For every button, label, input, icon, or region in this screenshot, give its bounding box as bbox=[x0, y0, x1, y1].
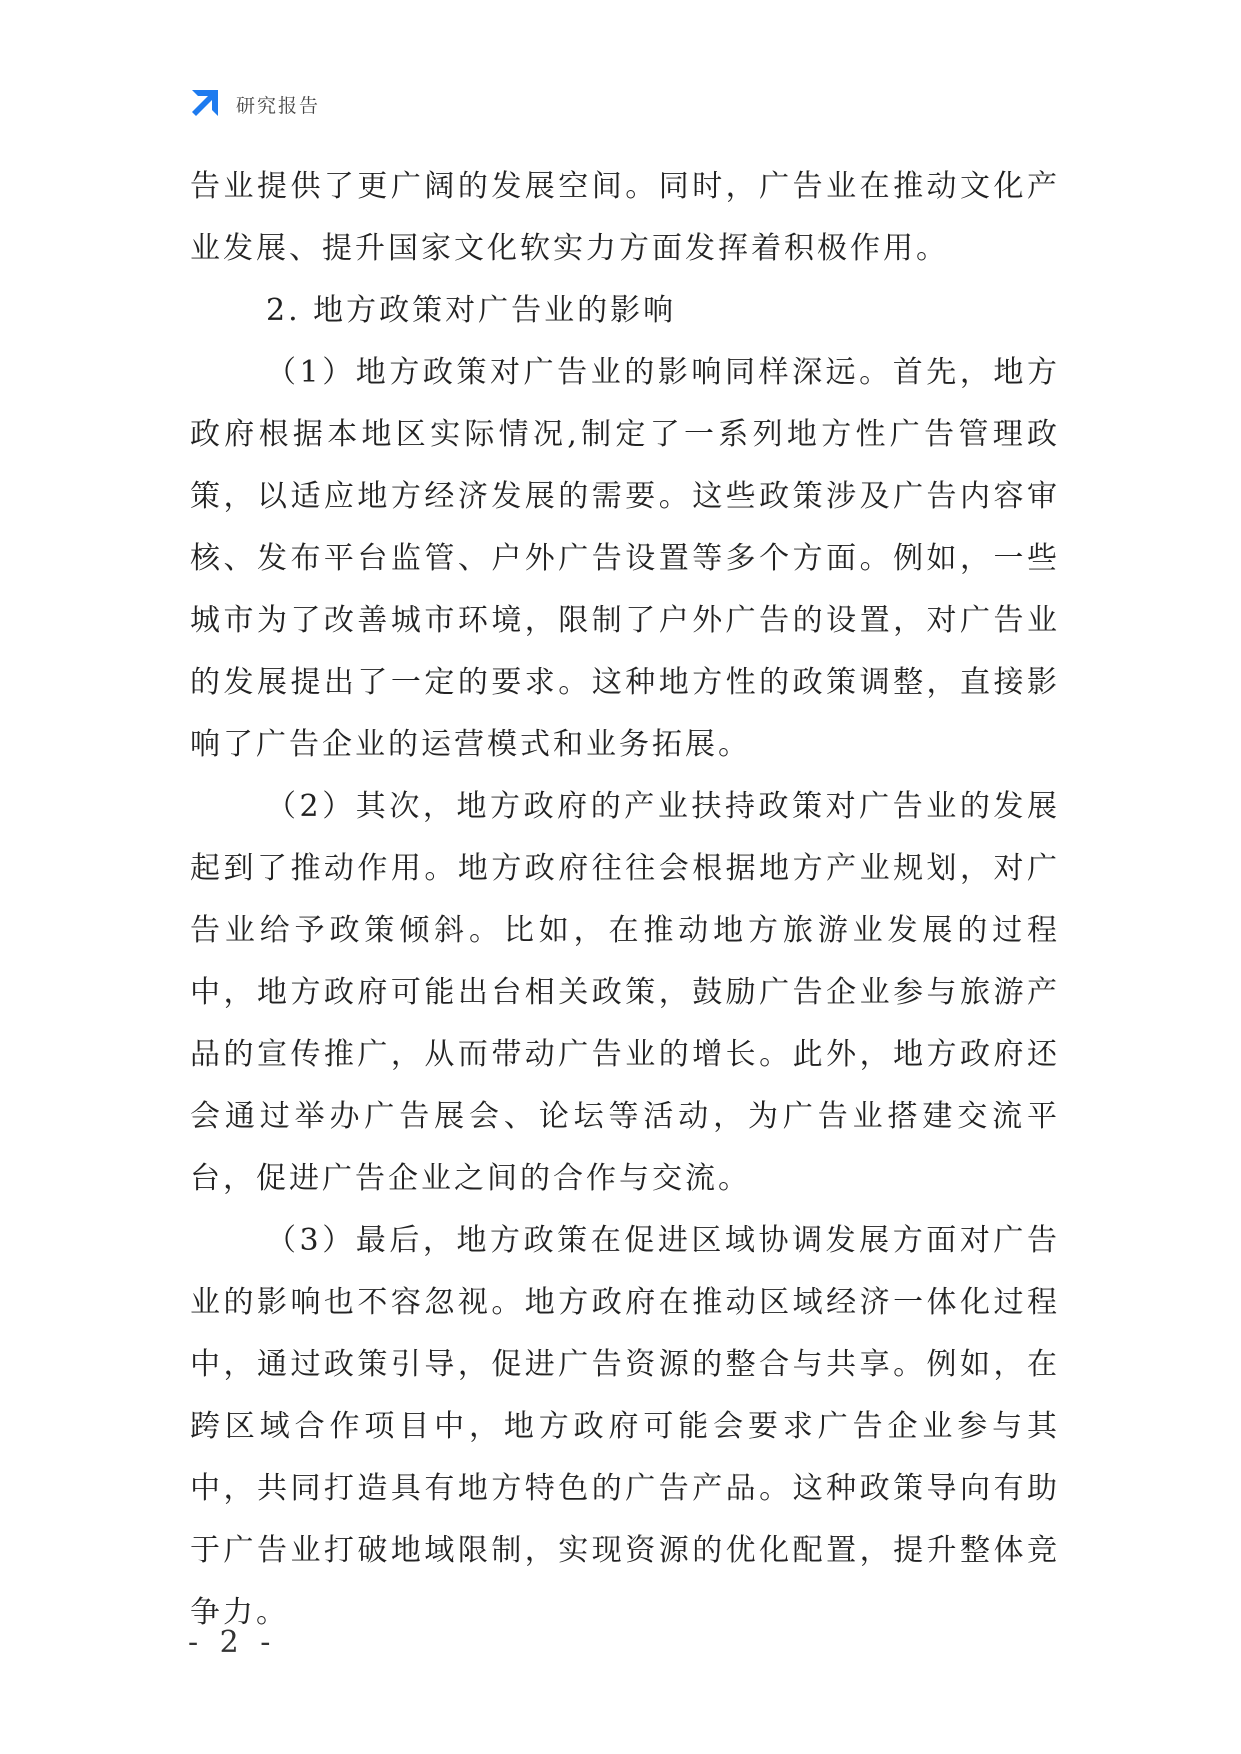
paragraph-1: （1）地方政策对广告业的影响同样深远。首先，地方政府根据本地区实际情况,制定了一系列地方性广告管理政策，以适应地方经济发展的需要。这些政策涉及广告内容审核、发布平台监管、户外广告设置等多个方面。例如，一些城市为了改善城市环境，限制了户外广告的设置，对广告业的发展提出了一定的要求。这种地方性的政策调整，直接影响了广告企业的运营模式和业务拓展。 bbox=[190, 355, 1060, 762]
page-number: - 2 - bbox=[188, 1625, 277, 1660]
document-body bbox=[190, 156, 1060, 1644]
section-heading: 2. 地方政策对广告业的影响 bbox=[266, 293, 677, 328]
brand-label: 研究报告 bbox=[236, 94, 321, 117]
paragraph-continued: 告业提供了更广阔的发展空间。同时，广告业在推动文化产业发展、提升国家文化软实力方面发挥着积极作用。 bbox=[190, 169, 1060, 266]
paragraph-3: （3）最后，地方政策在促进区域协调发展方面对广告业的影响也不容忽视。地方政府在推动区域经济一体化过程中，通过政策引导，促进广告资源的整合与共享。例如，在跨区域合作项目中，地方政府可能会要求广告企业参与其中，共同打造具有地方特色的广告产品。这种政策导向有助于广告业打破地域限制，实现资源的优化配置，提升整体竞争力。 bbox=[190, 1223, 1060, 1630]
arrow-up-right-icon bbox=[186, 86, 222, 122]
paragraph-2: （2）其次，地方政府的产业扶持政策对广告业的发展起到了推动作用。地方政府往往会根据地方产业规划，对广告业给予政策倾斜。比如，在推动地方旅游业发展的过程中，地方政府可能出台相关政策，鼓励广告企业参与旅游产品的宣传推广，从而带动广告业的增长。此外，地方政府还会通过举办广告展会、论坛等活动，为广告业搭建交流平台，促进广告企业之间的合作与交流。 bbox=[190, 789, 1060, 1196]
report-header bbox=[186, 86, 320, 122]
